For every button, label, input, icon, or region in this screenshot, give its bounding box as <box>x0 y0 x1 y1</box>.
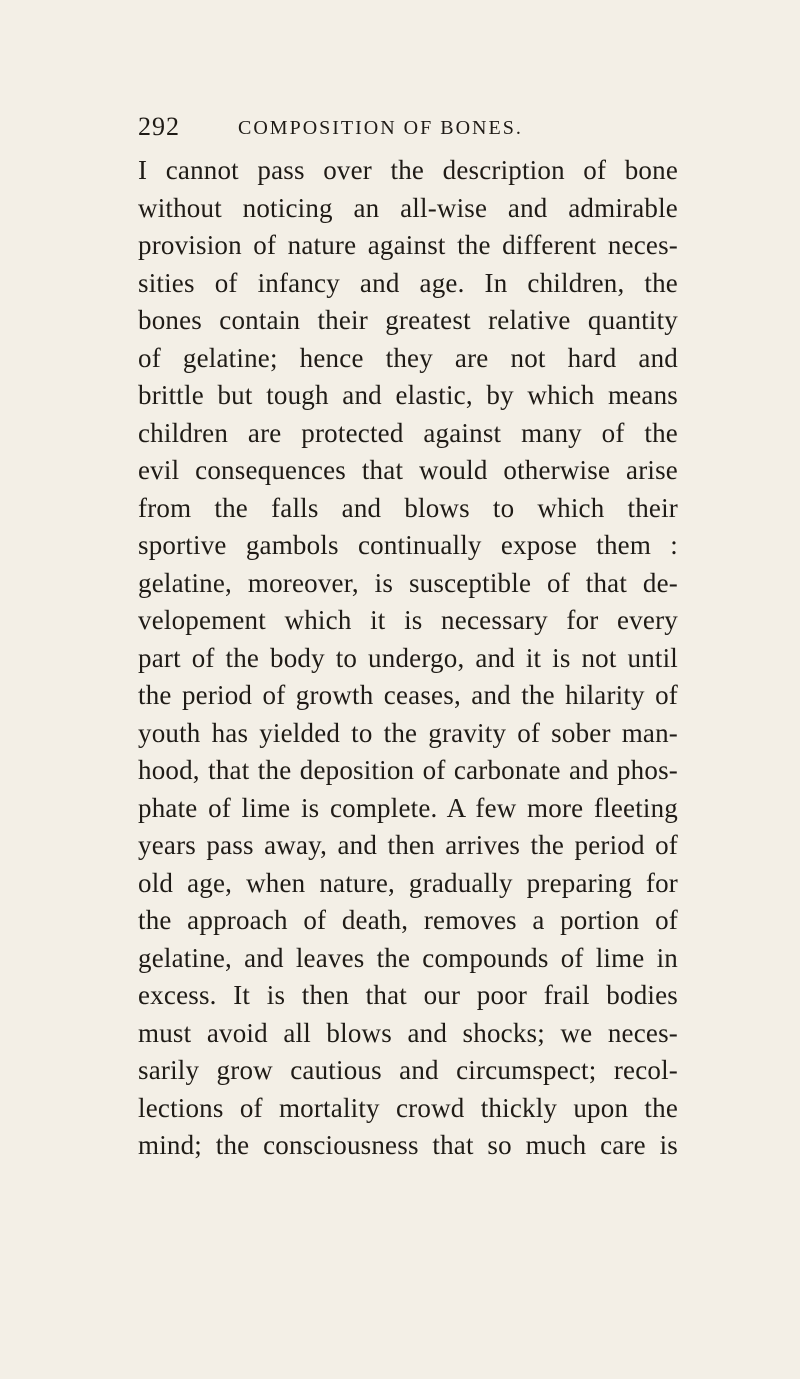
text-line: hood, that the deposition of carbonate and phos- <box>138 755 678 785</box>
text-line: I cannot pass over the description of bone <box>138 155 678 185</box>
text-line: velopement which it is necessary for every <box>138 605 678 635</box>
text-line: evil consequences that would otherwise arise <box>138 455 678 485</box>
text-line: youth has yielded to the gravity of sober man- <box>138 717 678 748</box>
running-title: COMPOSITION OF BONES. <box>238 117 523 139</box>
text-line: mind; the consciousness that so much care is <box>138 1130 678 1160</box>
text-line: without noticing an all-wise and admirable <box>138 192 678 223</box>
text-line: lections of mortality crowd thickly upon the <box>138 1092 678 1123</box>
text-line: must avoid all blows and shocks; we neces- <box>138 1017 678 1048</box>
text-line: the approach of death, removes a portion of <box>138 905 678 935</box>
text-line: from the falls and blows to which their <box>138 492 678 523</box>
text-line: years pass away, and then arrives the period of <box>138 830 678 860</box>
text-line: the period of growth ceases, and the hilarity of <box>138 680 678 710</box>
text-line: sportive gambols continually expose them : <box>138 530 678 560</box>
text-line: gelatine, and leaves the compounds of lime in <box>138 942 678 973</box>
text-line: part of the body to undergo, and it is not until <box>138 642 678 673</box>
text-line: sities of infancy and age. In children, the <box>138 267 678 298</box>
page-number: 292 <box>138 112 180 141</box>
body-paragraph <box>138 152 678 1165</box>
text-line: old age, when nature, gradually preparing for <box>138 867 678 898</box>
text-line: provision of nature against the different neces- <box>138 230 678 260</box>
text-line: phate of lime is complete. A few more fleeting <box>138 792 678 823</box>
text-line: gelatine, moreover, is susceptible of that de- <box>138 567 678 598</box>
text-line: sarily grow cautious and circumspect; recol- <box>138 1055 678 1085</box>
running-head <box>138 112 668 142</box>
text-line: of gelatine; hence they are not hard and <box>138 342 678 373</box>
text-line: children are protected against many of the <box>138 417 678 448</box>
text-line: excess. It is then that our poor frail bodies <box>138 980 678 1010</box>
text-line: bones contain their greatest relative quantity <box>138 305 678 335</box>
text-line: brittle but tough and elastic, by which means <box>138 380 678 410</box>
